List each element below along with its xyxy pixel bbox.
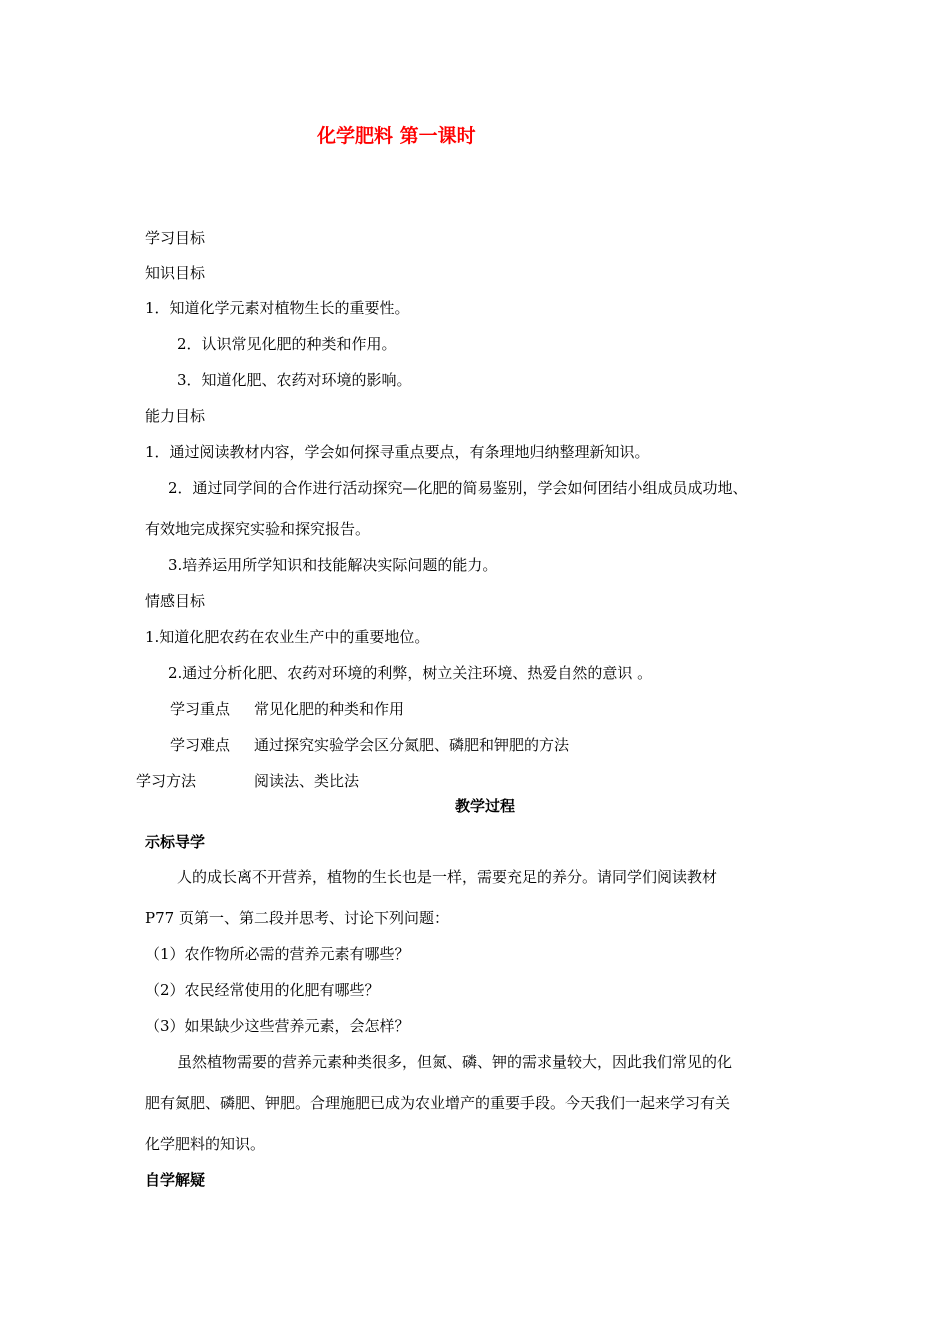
heading-knowledge-goals: 知识目标	[145, 264, 206, 282]
question-item: （1）农作物所必需的营养元素有哪些？	[145, 945, 410, 963]
intro-paragraph-line: 化学肥料的知识。	[145, 1135, 266, 1153]
difficulty-label: 学习难点	[170, 736, 231, 754]
emotion-item: 1.知道化肥农药在农业生产中的重要地位。	[145, 628, 430, 646]
key-point-value: 常见化肥的种类和作用	[254, 700, 405, 718]
method-label: 学习方法	[136, 772, 197, 790]
heading-ability-goals: 能力目标	[145, 407, 206, 425]
section-teaching-process: 教学过程	[455, 797, 516, 815]
ability-item: 3.培养运用所学知识和技能解决实际问题的能力。	[168, 556, 498, 574]
intro-paragraph-line: 人的成长离不开营养，植物的生长也是一样，需要充足的养分。请同学们阅读教材	[177, 868, 718, 886]
difficulty-value: 通过探究实验学会区分氮肥、磷肥和钾肥的方法	[254, 736, 570, 754]
knowledge-item: 2．认识常见化肥的种类和作用。	[177, 335, 397, 353]
heading-emotion-goals: 情感目标	[145, 592, 206, 610]
intro-paragraph-line: 虽然植物需要的营养元素种类很多，但氮、磷、钾的需求量较大，因此我们常见的化	[177, 1053, 733, 1071]
ability-item: 1．通过阅读教材内容，学会如何探寻重点要点，有条理地归纳整理新知识。	[145, 443, 650, 461]
key-point-label: 学习重点	[170, 700, 231, 718]
section-intro: 示标导学	[145, 833, 206, 851]
question-item: （2）农民经常使用的化肥有哪些？	[145, 981, 380, 999]
knowledge-item: 1．知道化学元素对植物生长的重要性。	[145, 299, 410, 317]
heading-learning-goals: 学习目标	[145, 229, 206, 247]
intro-paragraph-line: P77 页第一、第二段并思考、讨论下列问题：	[145, 909, 449, 927]
document-title: 化学肥料 第一课时	[317, 125, 476, 147]
question-item: （3）如果缺少这些营养元素，会怎样？	[145, 1017, 410, 1035]
ability-item: 有效地完成探究实验和探究报告。	[145, 520, 371, 538]
section-self-study: 自学解疑	[145, 1171, 206, 1189]
intro-paragraph-line: 肥有氮肥、磷肥、钾肥。合理施肥已成为农业增产的重要手段。今天我们一起来学习有关	[145, 1094, 731, 1112]
knowledge-item: 3．知道化肥、农药对环境的影响。	[177, 371, 412, 389]
ability-item: 2．通过同学间的合作进行活动探究—化肥的简易鉴别，学会如何团结小组成员成功地、	[168, 479, 748, 497]
emotion-item: 2.通过分析化肥、农药对环境的利弊，树立关注环境、热爱自然的意识 。	[168, 664, 653, 682]
method-value: 阅读法、类比法	[254, 772, 360, 790]
